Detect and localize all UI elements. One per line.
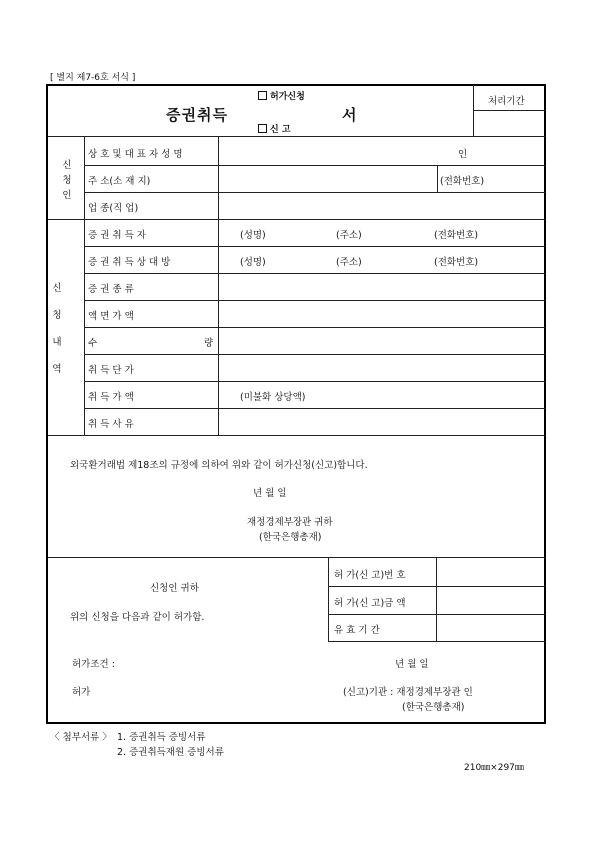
name-label: 상 호 및 대 표 자 성 명	[88, 149, 183, 160]
form-number: [ 별지 제7-6호 서식 ]	[50, 73, 136, 83]
business-label: 업 종(직 업)	[88, 203, 139, 214]
acquisition-value-note: (미불화 상당액)	[240, 392, 306, 403]
processing-period-label: 처리기간	[488, 96, 525, 107]
acquirer-label: 증 권 취 득 자	[88, 230, 146, 241]
approval-date: 년 월 일	[395, 659, 429, 670]
conditions-label: 허가조건 :	[72, 659, 115, 670]
phone-label: (전화번호)	[440, 176, 485, 187]
counterparty-name: (성명)	[240, 257, 266, 268]
counterparty-phone: (전화번호)	[434, 257, 479, 268]
address-label: 주 소(소 재 지)	[88, 176, 151, 187]
counterparty-address: (주소)	[336, 257, 362, 268]
unit-price-label: 취 득 단 가	[88, 365, 134, 376]
attachment-item-1: 1. 증권취득 증빙서류	[117, 732, 206, 743]
attachment-item-2: 2. 증권취득재원 증빙서류	[117, 747, 224, 758]
authority-line: (신고)기관 : 재정경제부장관 인	[343, 687, 473, 698]
approval-number-label: 허 가(신 고)번 호	[334, 570, 406, 581]
validity-period-label: 유 효 기 간	[334, 625, 380, 636]
acquirer-name: (성명)	[240, 230, 266, 241]
quantity-label-left: 수	[88, 338, 98, 349]
acquirer-address: (주소)	[336, 230, 362, 241]
option-report[interactable]: 신 고	[258, 122, 291, 135]
statement-addressee: 재정경제부장관 귀하	[247, 517, 333, 528]
acquirer-phone: (전화번호)	[434, 230, 479, 241]
statement-date: 년 월 일	[253, 488, 287, 499]
statement-text: 외국환거래법 제18조의 규정에 의하여 위와 같이 허가신청(신고)합니다.	[70, 460, 368, 471]
approval-amount-label: 허 가(신 고)금 액	[334, 598, 406, 609]
applicant-addressee: 신청인 귀하	[150, 583, 199, 594]
checkbox-permit-icon[interactable]	[258, 91, 267, 100]
details-section-label: 신 청 내 역	[52, 283, 62, 375]
face-value-label: 액 면 가 액	[88, 311, 134, 322]
attachments-label: 〈 첨부서류 〉	[50, 732, 112, 743]
paper-size: 210㎜×297㎜	[464, 763, 524, 773]
applicant-section-label: 신 청 인	[62, 160, 72, 201]
type-label: 증 권 종 류	[88, 284, 134, 295]
option-permit[interactable]: 허가신청	[258, 89, 305, 102]
form-title: 증권취득	[166, 106, 228, 124]
form-title-suffix: 서	[342, 106, 358, 124]
reason-label: 취 득 사 유	[88, 419, 134, 430]
counterparty-label: 증 권 취 득 상 대 방	[88, 257, 171, 268]
acquisition-value-label: 취 득 가 액	[88, 392, 134, 403]
approved-text: 위의 신청을 다음과 같이 허가함.	[70, 612, 205, 623]
checkbox-report-icon[interactable]	[258, 124, 267, 133]
authority-sub: (한국은행총재)	[402, 702, 465, 713]
permit-label: 허가	[72, 687, 91, 698]
statement-addressee-sub: (한국은행총재)	[259, 532, 322, 543]
quantity-label-right: 량	[204, 338, 214, 349]
seal-mark: 인	[458, 149, 468, 160]
